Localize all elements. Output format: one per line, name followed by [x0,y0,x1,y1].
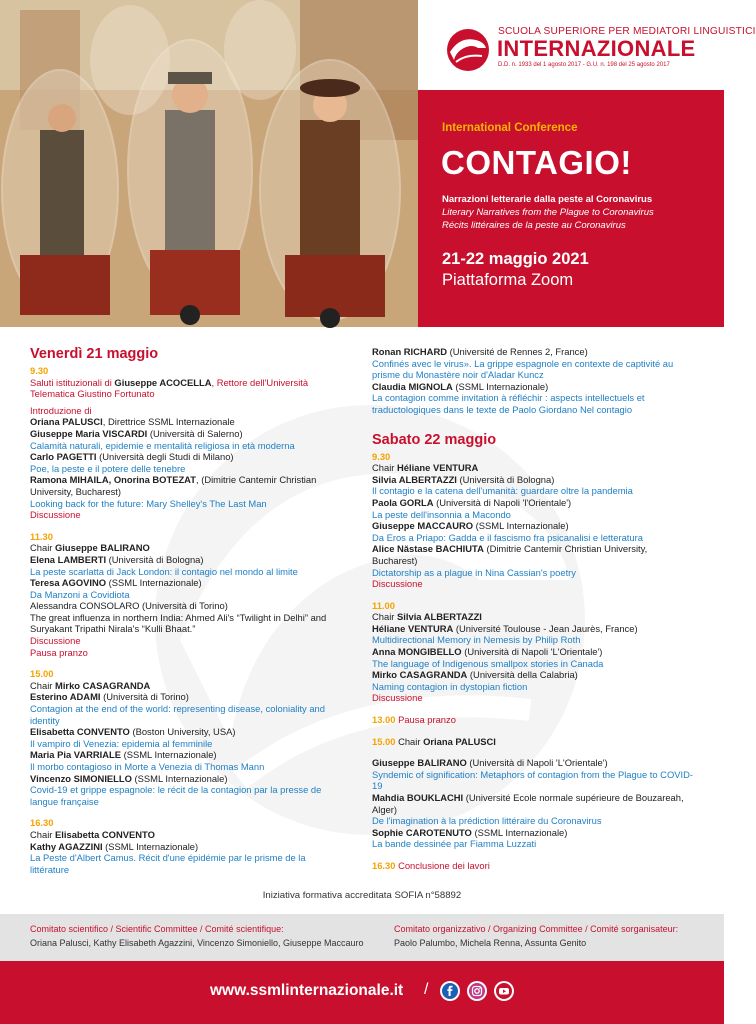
discussion-label: Discussione [30,509,81,521]
day-heading-saturday: Sabato 22 maggio [372,431,497,448]
speaker-line: Alessandra CONSOLARO (Università di Torino) [30,600,228,612]
cover-painting [0,0,418,327]
talk-title: Dictatorship as a plague in Nina Cassian's poetry [372,566,576,578]
speaker-line: Claudia MIGNOLA (SSML Internazionale) [372,380,549,392]
instagram-icon[interactable] [467,981,487,1001]
chair-line: Chair Giuseppe BALIRANO [30,542,150,554]
talk-title: La bande dessinée par Fiamma Luzzati [372,838,537,850]
subtitle-french: Récits littéraires de la peste au Coronavirus [442,220,626,231]
speaker-line: Giuseppe MACCAURO (SSML Internazionale) [372,520,569,532]
session-time: 9.30 [372,450,391,462]
speaker-line: Héliane VENTURA (Université Toulouse - Jean Jaurès, France) [372,622,638,634]
greeting-line: Saluti istituzionali di Giuseppe ACOCELLA, Rettore dell'Università Telematica Giustino Fortunato [30,376,309,400]
speaker-line: Vincenzo SIMONIELLO (SSML Internazionale) [30,772,228,784]
conference-venue: Piattaforma Zoom [442,271,574,289]
talk-title: Naming contagion in dystopian fiction [372,680,528,692]
facebook-icon[interactable] [440,981,460,1001]
talk-title: Da Eros a Priapo: Gadda e il fascismo fra psicanalisi e letteratura [372,531,643,543]
conference-label: International Conference [442,122,578,134]
chair-line: Chair Silvia ALBERTAZZI [372,611,482,623]
talk-title: Da Manzoni a Covidiota [30,588,130,600]
speaker-line: Giuseppe Maria VISCARDI (Università di Salerno) [30,427,243,439]
website-link[interactable]: www.ssmlinternazionale.it [210,982,404,999]
talk-title: Calamità naturali, epidemie e mentalità religiosa in età moderna [30,439,295,451]
day-heading-friday: Venerdì 21 maggio [30,346,159,362]
speaker-line: Anna MONGIBELLO (Università di Napoli 'L'Orientale') [372,646,603,658]
discussion-label: Discussione [372,692,423,704]
committee-band [0,914,724,961]
accreditation-note: Iniziativa formativa accreditata SOFIA n°58892 [262,890,462,901]
talk-title: Confinés avec le virus». La grippe espagnole en contexte de captivité au prisme du Monastère noir d'Aladar Kuncz [372,357,674,381]
conference-dates: 21-22 maggio 2021 [442,250,589,268]
speaker-line: Teresa AGOVINO (SSML Internazionale) [30,577,202,589]
conference-header [418,90,724,327]
discussion-label: Discussione [30,635,81,647]
logo-brand-name: INTERNAZIONALE [497,36,696,61]
speaker-line: Kathy AGAZZINI (SSML Internazionale) [30,840,199,852]
logo-decree: D.D. n. 1933 del 1 agosto 2017 - G.U. n. 198 del 25 agosto 2017 [498,62,670,68]
painting-illustration [0,0,418,327]
talk-title: Syndemic of signification: Metaphors of contagion from the Plague to COVID-19 [372,768,693,792]
scientific-committee-names: Oriana Palusci, Kathy Elisabeth Agazzini, Vincenzo Simoniello, Giuseppe Maccauro [30,938,364,948]
talk-title: La Peste d'Albert Camus. Récit d'une épidémie par le prisme de la littérature [30,852,306,875]
chair-line: 15.00 Chair Oriana PALUSCI [372,735,496,747]
chair-line: Chair Mirko CASAGRANDA [30,679,151,691]
subtitle-english: Literary Narratives from the Plague to Coronavirus [442,207,654,218]
session-time: 11.00 [372,599,395,611]
scientific-committee-label: Comitato scientifico / Scientific Committee / Comité scientifique: [30,924,284,934]
talk-title: The language of Indigenous smallpox stories in Canada [372,657,604,669]
speaker-line: Giuseppe BALIRANO (Università di Napoli 'L'Orientale') [372,757,608,769]
speaker-line: Sophie CAROTENUTO (SSML Internazionale) [372,826,568,838]
discussion-label: Discussione [372,578,423,590]
speaker-line: Mahdia BOUKLACHI (Université Ecole normale supérieure de Bouzareah, Alger) [372,792,684,815]
speaker-line: Ronan RICHARD (Université de Rennes 2, France) [372,346,588,357]
chair-line: Chair Héliane VENTURA [372,462,479,474]
speaker-line: Esterino ADAMI (Università di Torino) [30,691,189,703]
conference-title: CONTAGIO! [441,144,632,181]
speaker-line: Ramona MIHAILA, Onorina BOTEZAT, (Dimitrie Cantemir Christian University, Bucharest) [30,474,317,497]
session-time: 9.30 [30,365,49,376]
session-time: 15.00 [30,668,54,680]
closing-line: 16.30 Conclusione dei lavori [372,859,490,871]
speaker-line: Maria Pia VARRIALE (SSML Internazionale) [30,749,217,761]
speaker-line: Elisabetta CONVENTO (Boston University, USA) [30,726,236,738]
speaker-line: Alice Năstase BACHIUTA (Dimitrie Cantemir Christian University, Bucharest) [372,543,648,566]
footer-separator: / [424,981,429,998]
chair-line: Chair Elisabetta CONVENTO [30,828,155,840]
talk-title-plain: The great influenza in northern India: Ahmed Ali's “Twilight in Delhi” and Suryakant Tripathi Nirala's “Kulli Bhaat.” [30,611,327,635]
speaker-line: Carlo PAGETTI (Università degli Studi di Milano) [30,451,234,463]
lunch-break-label: Pausa pranzo [30,646,88,658]
speaker-line: Elena LAMBERTI (Università di Bologna) [30,553,204,565]
talk-title: Poe, la peste e il potere delle tenebre [30,462,186,474]
logo-school-name: SCUOLA SUPERIORE PER MEDIATORI LINGUISTICI [498,26,756,37]
program-saturday [372,346,694,872]
talk-title: Il contagio e la catena dell'umanità: guardare oltre la pandemia [372,485,633,497]
talk-title: Covid-19 et grippe espagnole: le récit de la contagion par la presse de langue française [30,784,322,807]
talk-title: Il vampiro di Venezia: epidemia al femminile [30,737,213,749]
speaker-line: Paola GORLA (Università di Napoli 'l'Orientale') [372,496,572,508]
subtitle-italian: Narrazioni letterarie dalla peste al Coronavirus [442,194,653,205]
speaker-line: Silvia ALBERTAZZI (Università di Bologna) [372,473,555,485]
school-logo [440,24,756,78]
youtube-icon[interactable] [494,981,514,1001]
organizing-committee-names: Paolo Palumbo, Michela Renna, Assunta Genito [394,938,587,948]
talk-title: La peste scarlatta di Jack London: il contagio nel mondo al limite [30,565,298,577]
speaker-line: Oriana PALUSCI, Direttrice SSML Internazionale [30,416,235,428]
intro-label: Introduzione di [30,404,92,416]
talk-title: La peste dell'insonnia a Macondo [372,508,511,520]
footer-band [0,961,724,1024]
session-time: 16.30 [30,817,54,829]
talk-title: De l'imagination à la prédiction littéraire du Coronavirus [372,815,602,827]
talk-title: La contagion comme invitation à réfléchir : aspects intellectuels et traductologiques dans le texte de Paolo Giordano Nel contagio [372,392,645,415]
talk-title: Contagion at the end of the world: representing disease, coloniality and identity [30,703,325,726]
session-time: 11.30 [30,530,53,542]
program-friday [30,346,330,875]
talk-title: Il morbo contagioso in Morte a Venezia di Thomas Mann [30,761,265,772]
logo-emblem-icon [446,28,490,72]
speaker-line: Mirko CASAGRANDA (Università della Calabria) [372,669,578,681]
lunch-break-line: 13.00 Pausa pranzo [372,714,456,726]
talk-title: Looking back for the future: Mary Shelley's The Last Man [30,497,267,509]
talk-title: Multidirectional Memory in Nemesis by Philip Roth [372,634,581,646]
organizing-committee-label: Comitato organizzativo / Organizing Committee / Comité sorganisateur: [394,924,679,934]
